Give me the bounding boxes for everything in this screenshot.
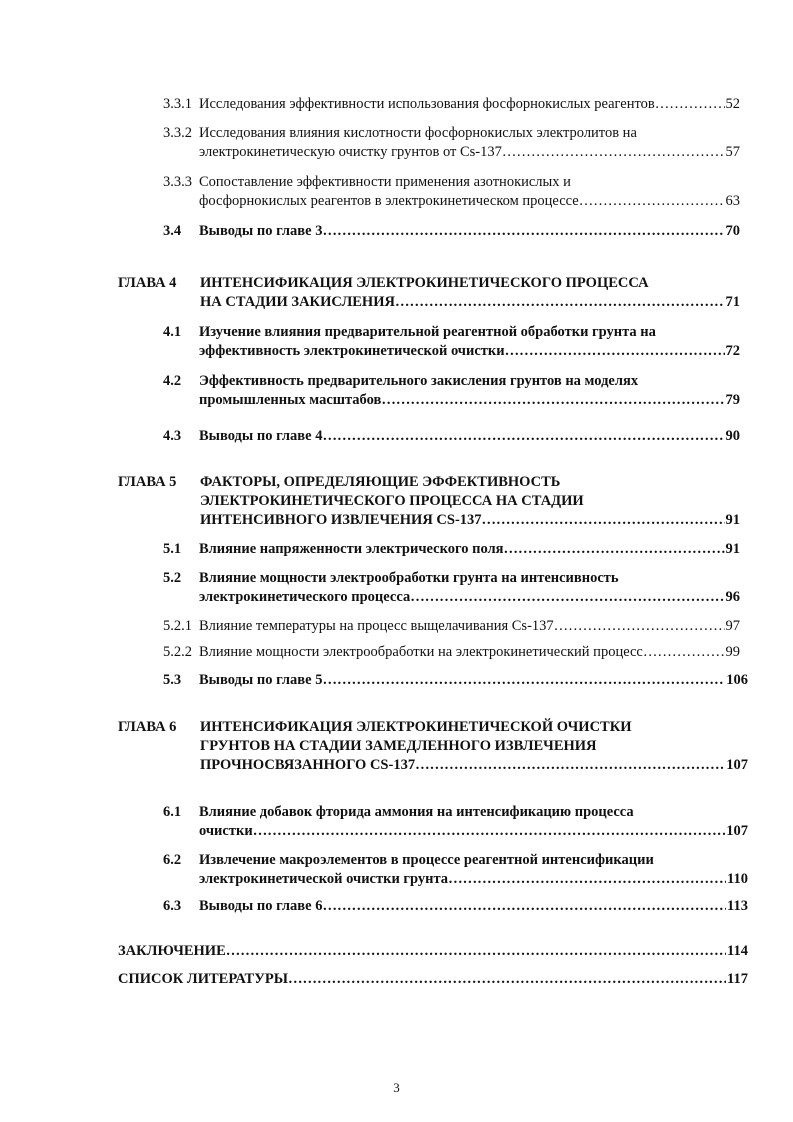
toc-entry-number: ГЛАВА 6 (118, 719, 177, 735)
dot-leader (322, 671, 725, 690)
dot-leader (482, 511, 725, 530)
toc-entry-number: 3.3.1 (163, 96, 192, 112)
toc-entry-number: 4.1 (163, 324, 182, 340)
toc-entry-page: 97 (725, 618, 740, 634)
toc-entry (163, 569, 740, 607)
dot-leader (322, 897, 726, 916)
toc-entry-title: Изучение влияния предварительной реагентной обработки грунта на (199, 324, 656, 340)
toc-entry-number: 6.2 (163, 852, 182, 868)
toc-entry (163, 803, 748, 841)
dot-leader (381, 391, 724, 410)
toc-entry-title: Сопоставление эффективности применения азотнокислых и (199, 174, 571, 190)
toc-entry-page: 96 (725, 589, 740, 605)
toc-entry-number: ГЛАВА 5 (118, 474, 177, 490)
toc-entry-title: Влияние напряженности электрического поля (199, 541, 504, 557)
toc-entry-title: эффективность электрокинетической очистки (199, 343, 505, 359)
toc-entry (163, 173, 740, 211)
dot-leader (505, 342, 725, 361)
toc-entry (163, 222, 740, 241)
toc-entry-number: 3.4 (163, 223, 182, 239)
toc-entry (118, 970, 748, 989)
dot-leader (655, 95, 725, 114)
toc-entry-title: Влияние мощности электрообработки на электрокинетический процесс (199, 644, 643, 660)
toc-entry-number: 5.1 (163, 541, 182, 557)
dot-leader (554, 617, 725, 636)
toc-entry (163, 124, 740, 162)
toc-entry-page: 110 (727, 871, 748, 887)
toc-entry-title: Влияние мощности электрообработки грунта на интенсивность (199, 570, 619, 586)
dot-leader (322, 427, 724, 446)
toc-entry (163, 617, 740, 636)
toc-entry-number: 4.3 (163, 428, 182, 444)
toc-entry-title: СПИСОК ЛИТЕРАТУРЫ (118, 971, 288, 987)
toc-entry-title: электрокинетическую очистку грунтов от Cs-137 (199, 144, 502, 160)
toc-entry-number: 4.2 (163, 373, 182, 389)
toc-entry-number: 6.1 (163, 804, 182, 820)
toc-entry (163, 851, 748, 889)
toc-entry-title: Исследования эффективности использования фосфорнокислых реагентов (199, 96, 655, 112)
toc-entry (163, 323, 740, 361)
toc-entry-number: 5.2.2 (163, 644, 192, 660)
dot-leader (395, 293, 725, 312)
toc-entry (118, 718, 748, 775)
dot-leader (288, 970, 726, 989)
toc-entry (163, 540, 740, 559)
toc-entry-page: 106 (726, 672, 748, 688)
toc-entry-title: Выводы по главе 3 (199, 223, 323, 239)
dot-leader (253, 822, 726, 841)
toc-entry-title: Извлечение макроэлементов в процессе реагентной интенсификации (199, 852, 654, 868)
toc-entry-page: 52 (725, 96, 740, 112)
toc-entry-title: электрокинетического процесса (199, 589, 411, 605)
toc-entry-number: ГЛАВА 4 (118, 275, 177, 291)
dot-leader (502, 143, 725, 162)
toc-entry-title: Выводы по главе 6 (199, 898, 323, 914)
toc-entry-page: 99 (725, 644, 740, 660)
toc-entry (163, 427, 740, 446)
toc-entry-title: ЗАКЛЮЧЕНИЕ (118, 943, 226, 959)
toc-entry (118, 274, 740, 312)
toc-entry-title: ИНТЕНСИФИКАЦИЯ ЭЛЕКТРОКИНЕТИЧЕСКОЙ ОЧИСТКИ (200, 719, 632, 735)
toc-entry-title: фосфорнокислых реагентов в электрокинетическом процессе (199, 193, 579, 209)
toc-entry (163, 897, 748, 916)
toc-entry-title: электрокинетической очистки грунта (199, 871, 449, 887)
toc-entry-title: очистки (199, 823, 253, 839)
toc-entry-title: ЭЛЕКТРОКИНЕТИЧЕСКОГО ПРОЦЕССА НА СТАДИИ (200, 493, 584, 509)
toc-entry-number: 5.2 (163, 570, 182, 586)
toc-entry (118, 942, 748, 961)
dot-leader (504, 540, 725, 559)
toc-entry-title: ИНТЕНСИВНОГО ИЗВЛЕЧЕНИЯ CS-137 (200, 512, 482, 528)
toc-entry-page: 114 (727, 943, 748, 959)
toc-entry (163, 95, 740, 114)
toc-entry-page: 72 (725, 343, 740, 359)
toc-entry-number: 5.2.1 (163, 618, 192, 634)
toc-entry-title: Влияние температуры на процесс выщелачивания Cs-137 (199, 618, 554, 634)
toc-entry (163, 643, 740, 662)
toc-entry-title: промышленных масштабов (199, 392, 382, 408)
toc-entry-title: Эффективность предварительного закисления грунтов на моделях (199, 373, 639, 389)
dot-leader (579, 192, 725, 211)
toc-entry-page: 107 (726, 823, 748, 839)
toc-entry-title: Исследования влияния кислотности фосфорнокислых электролитов на (199, 125, 637, 141)
dot-leader (410, 588, 724, 607)
toc-entry-title: Выводы по главе 4 (199, 428, 323, 444)
dot-leader (415, 756, 725, 775)
toc-entry-title: Выводы по главе 5 (199, 672, 323, 688)
toc-entry (118, 473, 740, 530)
dot-leader (226, 942, 726, 961)
toc-entry-page: 107 (726, 757, 748, 773)
dot-leader (322, 222, 724, 241)
toc-entry-title: ГРУНТОВ НА СТАДИИ ЗАМЕДЛЕННОГО ИЗВЛЕЧЕНИЯ (200, 738, 597, 754)
toc-entry-title: Влияние добавок фторида аммония на интенсификацию процесса (199, 804, 634, 820)
toc-entry-number: 6.3 (163, 898, 182, 914)
toc-entry-title: ИНТЕНСИФИКАЦИЯ ЭЛЕКТРОКИНЕТИЧЕСКОГО ПРОЦЕССА (200, 275, 649, 291)
dot-leader (448, 870, 726, 889)
page-number: 3 (393, 1080, 400, 1095)
toc-entry-title: ПРОЧНОСВЯЗАННОГО CS-137 (200, 757, 416, 773)
toc-entry (163, 671, 748, 690)
toc-entry-page: 63 (725, 193, 740, 209)
toc-entry-page: 79 (725, 392, 740, 408)
toc-entry-number: 5.3 (163, 672, 182, 688)
toc-entry-page: 90 (725, 428, 740, 444)
toc-entry-title: НА СТАДИИ ЗАКИСЛЕНИЯ (200, 294, 395, 310)
toc-entry-page: 113 (727, 898, 748, 914)
toc-entry-page: 91 (725, 512, 740, 528)
toc-entry (163, 372, 740, 410)
toc-entry-page: 71 (725, 294, 740, 310)
toc-entry-number: 3.3.2 (163, 125, 192, 141)
toc-entry-page: 57 (725, 144, 740, 160)
toc-entry-page: 117 (727, 971, 748, 987)
dot-leader (643, 643, 725, 662)
toc-entry-page: 91 (725, 541, 740, 557)
toc-entry-page: 70 (725, 223, 740, 239)
toc-entry-number: 3.3.3 (163, 174, 192, 190)
toc-entry-title: ФАКТОРЫ, ОПРЕДЕЛЯЮЩИЕ ЭФФЕКТИВНОСТЬ (200, 474, 561, 490)
